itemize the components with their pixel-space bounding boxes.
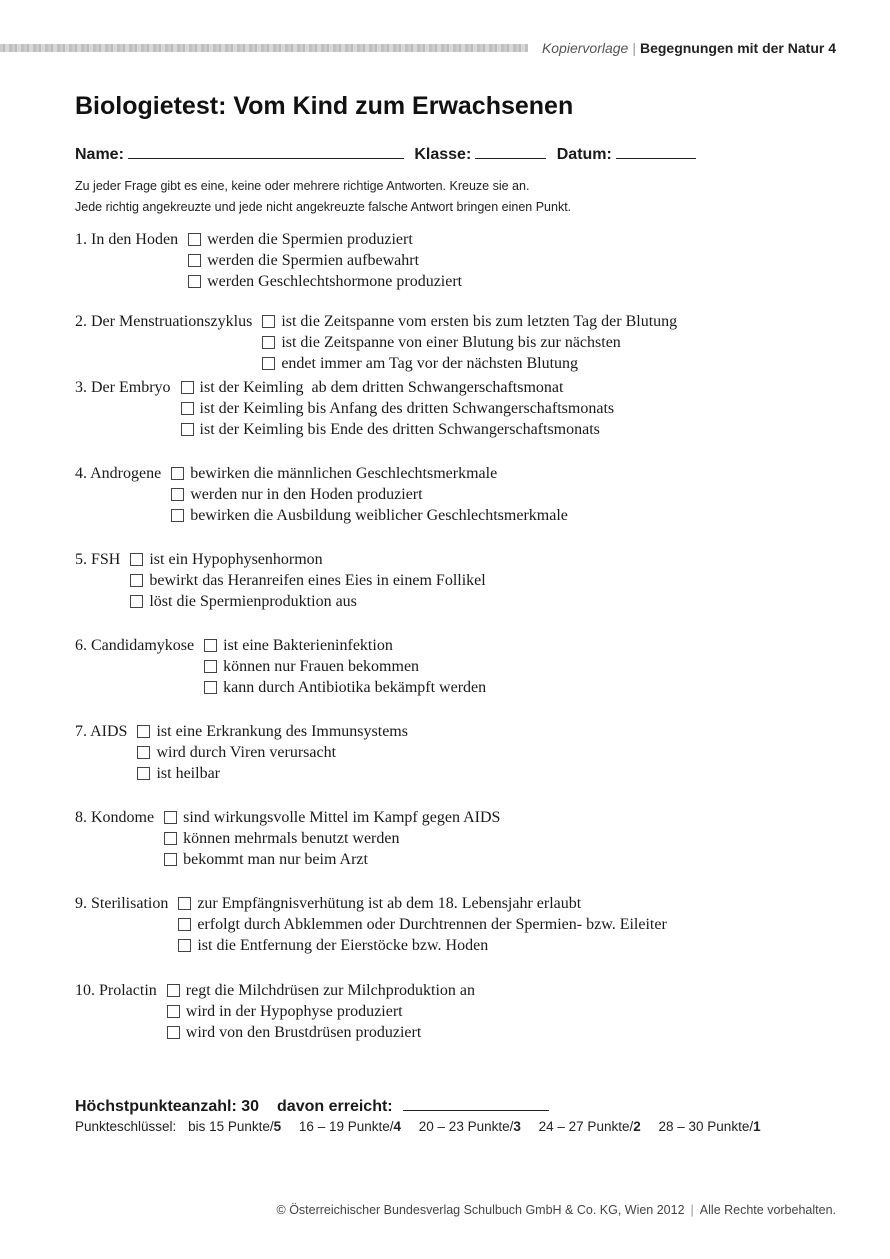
checkbox[interactable] <box>167 1026 180 1039</box>
footer-separator: | <box>690 1203 694 1217</box>
instructions <box>75 176 571 218</box>
answer-option[interactable] <box>167 980 475 1001</box>
question-9 <box>75 893 667 956</box>
answer-option[interactable] <box>262 353 677 374</box>
option-text: bewirkt das Heranreifen eines Eies in einem Follikel <box>149 572 486 589</box>
answer-option[interactable] <box>188 229 462 250</box>
answer-option[interactable] <box>178 935 666 956</box>
checkbox[interactable] <box>137 767 150 780</box>
question-label: 9. Sterilisation <box>75 895 169 912</box>
option-text: ist eine Bakterieninfektion <box>223 637 393 654</box>
header-kopiervorlage: Kopiervorlage <box>541 40 629 56</box>
checkbox[interactable] <box>181 423 194 436</box>
answer-option[interactable] <box>171 463 568 484</box>
question-4 <box>75 463 568 526</box>
answer-option[interactable] <box>204 677 486 698</box>
question-label: 3. Der Embryo <box>75 379 171 396</box>
option-text: ist heilbar <box>156 765 220 782</box>
checkbox[interactable] <box>181 402 194 415</box>
datum-field[interactable] <box>616 144 696 159</box>
question-8 <box>75 807 500 870</box>
answer-option[interactable] <box>164 807 500 828</box>
option-text: kann durch Antibiotika bekämpft werden <box>223 679 487 696</box>
option-text: bewirken die Ausbildung weiblicher Geschlechtsmerkmale <box>190 507 568 524</box>
student-info-row <box>75 144 696 166</box>
checkbox[interactable] <box>171 488 184 501</box>
option-text: ist eine Erkrankung des Immunsystems <box>156 723 408 740</box>
instruction-line: Jede richtig angekreuzte und jede nicht angekreuzte falsche Antwort bringen einen Punkt. <box>75 200 572 214</box>
question-label: 2. Der Menstruationszyklus <box>75 313 253 330</box>
answer-option[interactable] <box>130 549 485 570</box>
checkbox[interactable] <box>171 467 184 480</box>
option-text: ist die Zeitspanne vom ersten bis zum letzten Tag der Blutung <box>281 313 678 330</box>
question-label: 6. Candidamykose <box>75 637 195 654</box>
checkbox[interactable] <box>164 832 177 845</box>
option-text: wird in der Hypophyse produziert <box>185 1003 403 1020</box>
answer-option[interactable] <box>181 419 615 440</box>
answer-option[interactable] <box>171 505 568 526</box>
max-points-label: Höchstpunkteanzahl: 30 <box>75 1098 260 1115</box>
question-2 <box>75 311 677 374</box>
checkbox[interactable] <box>167 984 180 997</box>
question-label: 8. Kondome <box>75 809 155 826</box>
klasse-field[interactable] <box>475 144 546 159</box>
question-10 <box>75 980 475 1043</box>
grading-key-item: 16 – 19 Punkte/4 <box>298 1119 402 1134</box>
question-label: 4. Androgene <box>75 465 162 482</box>
answer-option[interactable] <box>262 311 677 332</box>
option-text: bekommt man nur beim Arzt <box>183 851 368 868</box>
footer-copyright: © Österreichischer Bundesverlag Schulbuch GmbH & Co. KG, Wien 2012 <box>276 1203 685 1217</box>
question-3 <box>75 377 614 440</box>
header-decorative-band <box>0 44 528 52</box>
checkbox[interactable] <box>262 315 275 328</box>
grading-key-item: 28 – 30 Punkte/1 <box>658 1119 761 1134</box>
footer-rights: Alle Rechte vorbehalten. <box>699 1203 836 1217</box>
checkbox[interactable] <box>188 254 201 267</box>
answer-option[interactable] <box>181 398 615 419</box>
answer-option[interactable] <box>178 893 666 914</box>
checkbox[interactable] <box>178 939 191 952</box>
question-6 <box>75 635 486 698</box>
checkbox[interactable] <box>178 918 191 931</box>
header-book-title: Begegnungen mit der Natur 4 <box>639 40 836 56</box>
checkbox[interactable] <box>130 553 143 566</box>
option-text: werden nur in den Hoden produziert <box>190 486 423 503</box>
checkbox[interactable] <box>137 746 150 759</box>
name-field[interactable] <box>128 144 404 159</box>
checkbox[interactable] <box>204 660 217 673</box>
checkbox[interactable] <box>188 233 201 246</box>
answer-option[interactable] <box>137 763 408 784</box>
answer-option[interactable] <box>130 570 485 591</box>
option-text: ist ein Hypophysenhormon <box>149 551 323 568</box>
answer-option[interactable] <box>164 828 500 849</box>
answer-option[interactable] <box>130 591 485 612</box>
answer-option[interactable] <box>188 271 462 292</box>
option-text: ist die Zeitspanne von einer Blutung bis zur nächsten <box>281 334 621 351</box>
option-text: bewirken die männlichen Geschlechtsmerkmale <box>190 465 498 482</box>
grading-key-item: bis 15 Punkte/5 <box>188 1119 282 1134</box>
checkbox[interactable] <box>204 681 217 694</box>
answer-option[interactable] <box>204 656 486 677</box>
answer-option[interactable] <box>204 635 486 656</box>
checkbox[interactable] <box>130 595 143 608</box>
option-text: wird von den Brustdrüsen produziert <box>185 1024 422 1041</box>
answer-option[interactable] <box>171 484 568 505</box>
checkbox[interactable] <box>164 853 177 866</box>
answer-option[interactable] <box>137 742 408 763</box>
checkbox[interactable] <box>204 639 217 652</box>
grading-key-item: 24 – 27 Punkte/2 <box>538 1119 641 1134</box>
option-text: ist der Keimling bis Anfang des dritten Schwangerschaftsmonats <box>199 400 615 417</box>
page-footer <box>277 1203 836 1217</box>
datum-label: Datum: <box>556 146 612 163</box>
option-text: ist die Entfernung der Eierstöcke bzw. Hoden <box>197 937 489 954</box>
checkbox[interactable] <box>164 811 177 824</box>
name-label: Name: <box>75 146 124 163</box>
klasse-label: Klasse: <box>414 146 472 163</box>
answer-option[interactable] <box>188 250 462 271</box>
page-title: Biologietest: Vom Kind zum Erwachsenen <box>75 92 574 120</box>
answer-option[interactable] <box>167 1022 475 1043</box>
option-text: wird durch Viren verursacht <box>156 744 337 761</box>
option-text: erfolgt durch Abklemmen oder Durchtrennen der Spermien- bzw. Eileiter <box>197 916 667 933</box>
answer-option[interactable] <box>164 849 500 870</box>
checkbox[interactable] <box>167 1005 180 1018</box>
option-text: endet immer am Tag vor der nächsten Blutung <box>281 355 579 372</box>
checkbox[interactable] <box>188 275 201 288</box>
option-text: können mehrmals benutzt werden <box>183 830 400 847</box>
achieved-label: davon erreicht: <box>277 1098 393 1115</box>
question-label: 10. Prolactin <box>75 982 157 999</box>
checkbox[interactable] <box>262 357 275 370</box>
header-separator: | <box>632 40 636 56</box>
question-1 <box>75 229 462 292</box>
question-label: 1. In den Hoden <box>75 231 179 248</box>
answer-option[interactable] <box>137 721 408 742</box>
checkbox[interactable] <box>181 381 194 394</box>
option-text: löst die Spermienproduktion aus <box>149 593 357 610</box>
instruction-line: Zu jeder Frage gibt es eine, keine oder mehrere richtige Antworten. Kreuze sie an. <box>75 179 530 193</box>
answer-option[interactable] <box>178 914 666 935</box>
score-row <box>75 1096 549 1116</box>
option-text: sind wirkungsvolle Mittel im Kampf gegen AIDS <box>183 809 501 826</box>
option-text: werden die Spermien aufbewahrt <box>207 252 420 269</box>
checkbox[interactable] <box>130 574 143 587</box>
grading-key-item: 20 – 23 Punkte/3 <box>418 1119 521 1134</box>
checkbox[interactable] <box>178 897 191 910</box>
option-text: zur Empfängnisverhütung ist ab dem 18. Lebensjahr erlaubt <box>197 895 582 912</box>
answer-option[interactable] <box>262 332 677 353</box>
question-5 <box>75 549 486 612</box>
option-text: ist der Keimling ab dem dritten Schwangerschaftsmonat <box>199 379 564 396</box>
achieved-points-field[interactable] <box>403 1096 549 1111</box>
grading-key <box>75 1119 761 1134</box>
answer-option[interactable] <box>167 1001 475 1022</box>
option-text: werden die Spermien produziert <box>207 231 413 248</box>
grading-key-label: Punkteschlüssel: <box>75 1119 177 1134</box>
question-7 <box>75 721 408 784</box>
checkbox[interactable] <box>262 336 275 349</box>
page-header <box>542 40 836 56</box>
option-text: können nur Frauen bekommen <box>223 658 420 675</box>
question-label: 5. FSH <box>75 551 121 568</box>
checkbox[interactable] <box>137 725 150 738</box>
checkbox[interactable] <box>171 509 184 522</box>
option-text: regt die Milchdrüsen zur Milchproduktion an <box>185 982 476 999</box>
option-text: werden Geschlechtshormone produziert <box>207 273 463 290</box>
question-label: 7. AIDS <box>75 723 128 740</box>
answer-option[interactable] <box>181 377 615 398</box>
option-text: ist der Keimling bis Ende des dritten Schwangerschaftsmonats <box>199 421 600 438</box>
